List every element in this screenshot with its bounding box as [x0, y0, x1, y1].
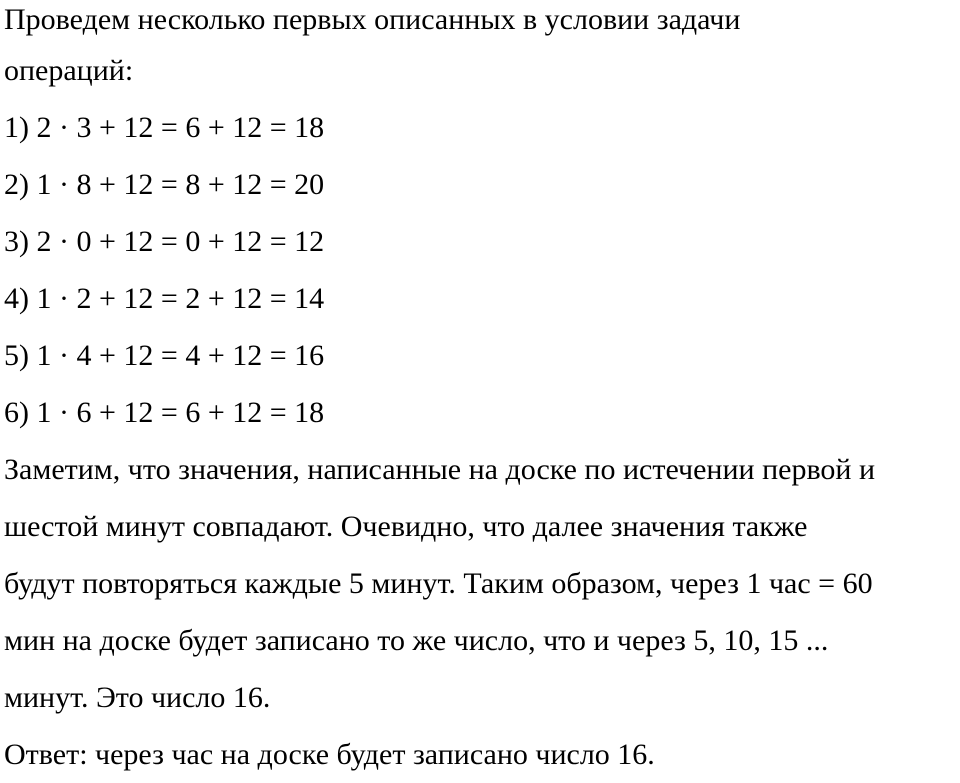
operation-line: 1) 2 · 3 + 12 = 6 + 12 = 18	[4, 111, 325, 144]
answer-line: Ответ: через час на доске будет записано число 16.	[4, 738, 655, 771]
operation-line: 4) 1 · 2 + 12 = 2 + 12 = 14	[4, 282, 325, 315]
explanation-line: мин на доске будет записано то же число, что и через 5, 10, 15 ...	[4, 624, 829, 657]
operation-line: 3) 2 · 0 + 12 = 0 + 12 = 12	[4, 225, 325, 258]
operation-line: 2) 1 · 8 + 12 = 8 + 12 = 20	[4, 168, 325, 201]
explanation-line: минут. Это число 16.	[4, 681, 271, 714]
intro-line: Проведем несколько первых описанных в условии задачи	[4, 3, 741, 36]
intro-line: операций:	[4, 54, 134, 87]
explanation-line: Заметим, что значения, написанные на доске по истечении первой и	[4, 453, 876, 486]
operation-line: 6) 1 · 6 + 12 = 6 + 12 = 18	[4, 396, 325, 429]
explanation-line: будут повторяться каждые 5 минут. Таким образом, через 1 час = 60	[4, 567, 873, 600]
solution-document	[4, 0, 958, 783]
explanation-line: шестой минут совпадают. Очевидно, что далее значения также	[4, 510, 808, 543]
operation-line: 5) 1 · 4 + 12 = 4 + 12 = 16	[4, 339, 325, 372]
